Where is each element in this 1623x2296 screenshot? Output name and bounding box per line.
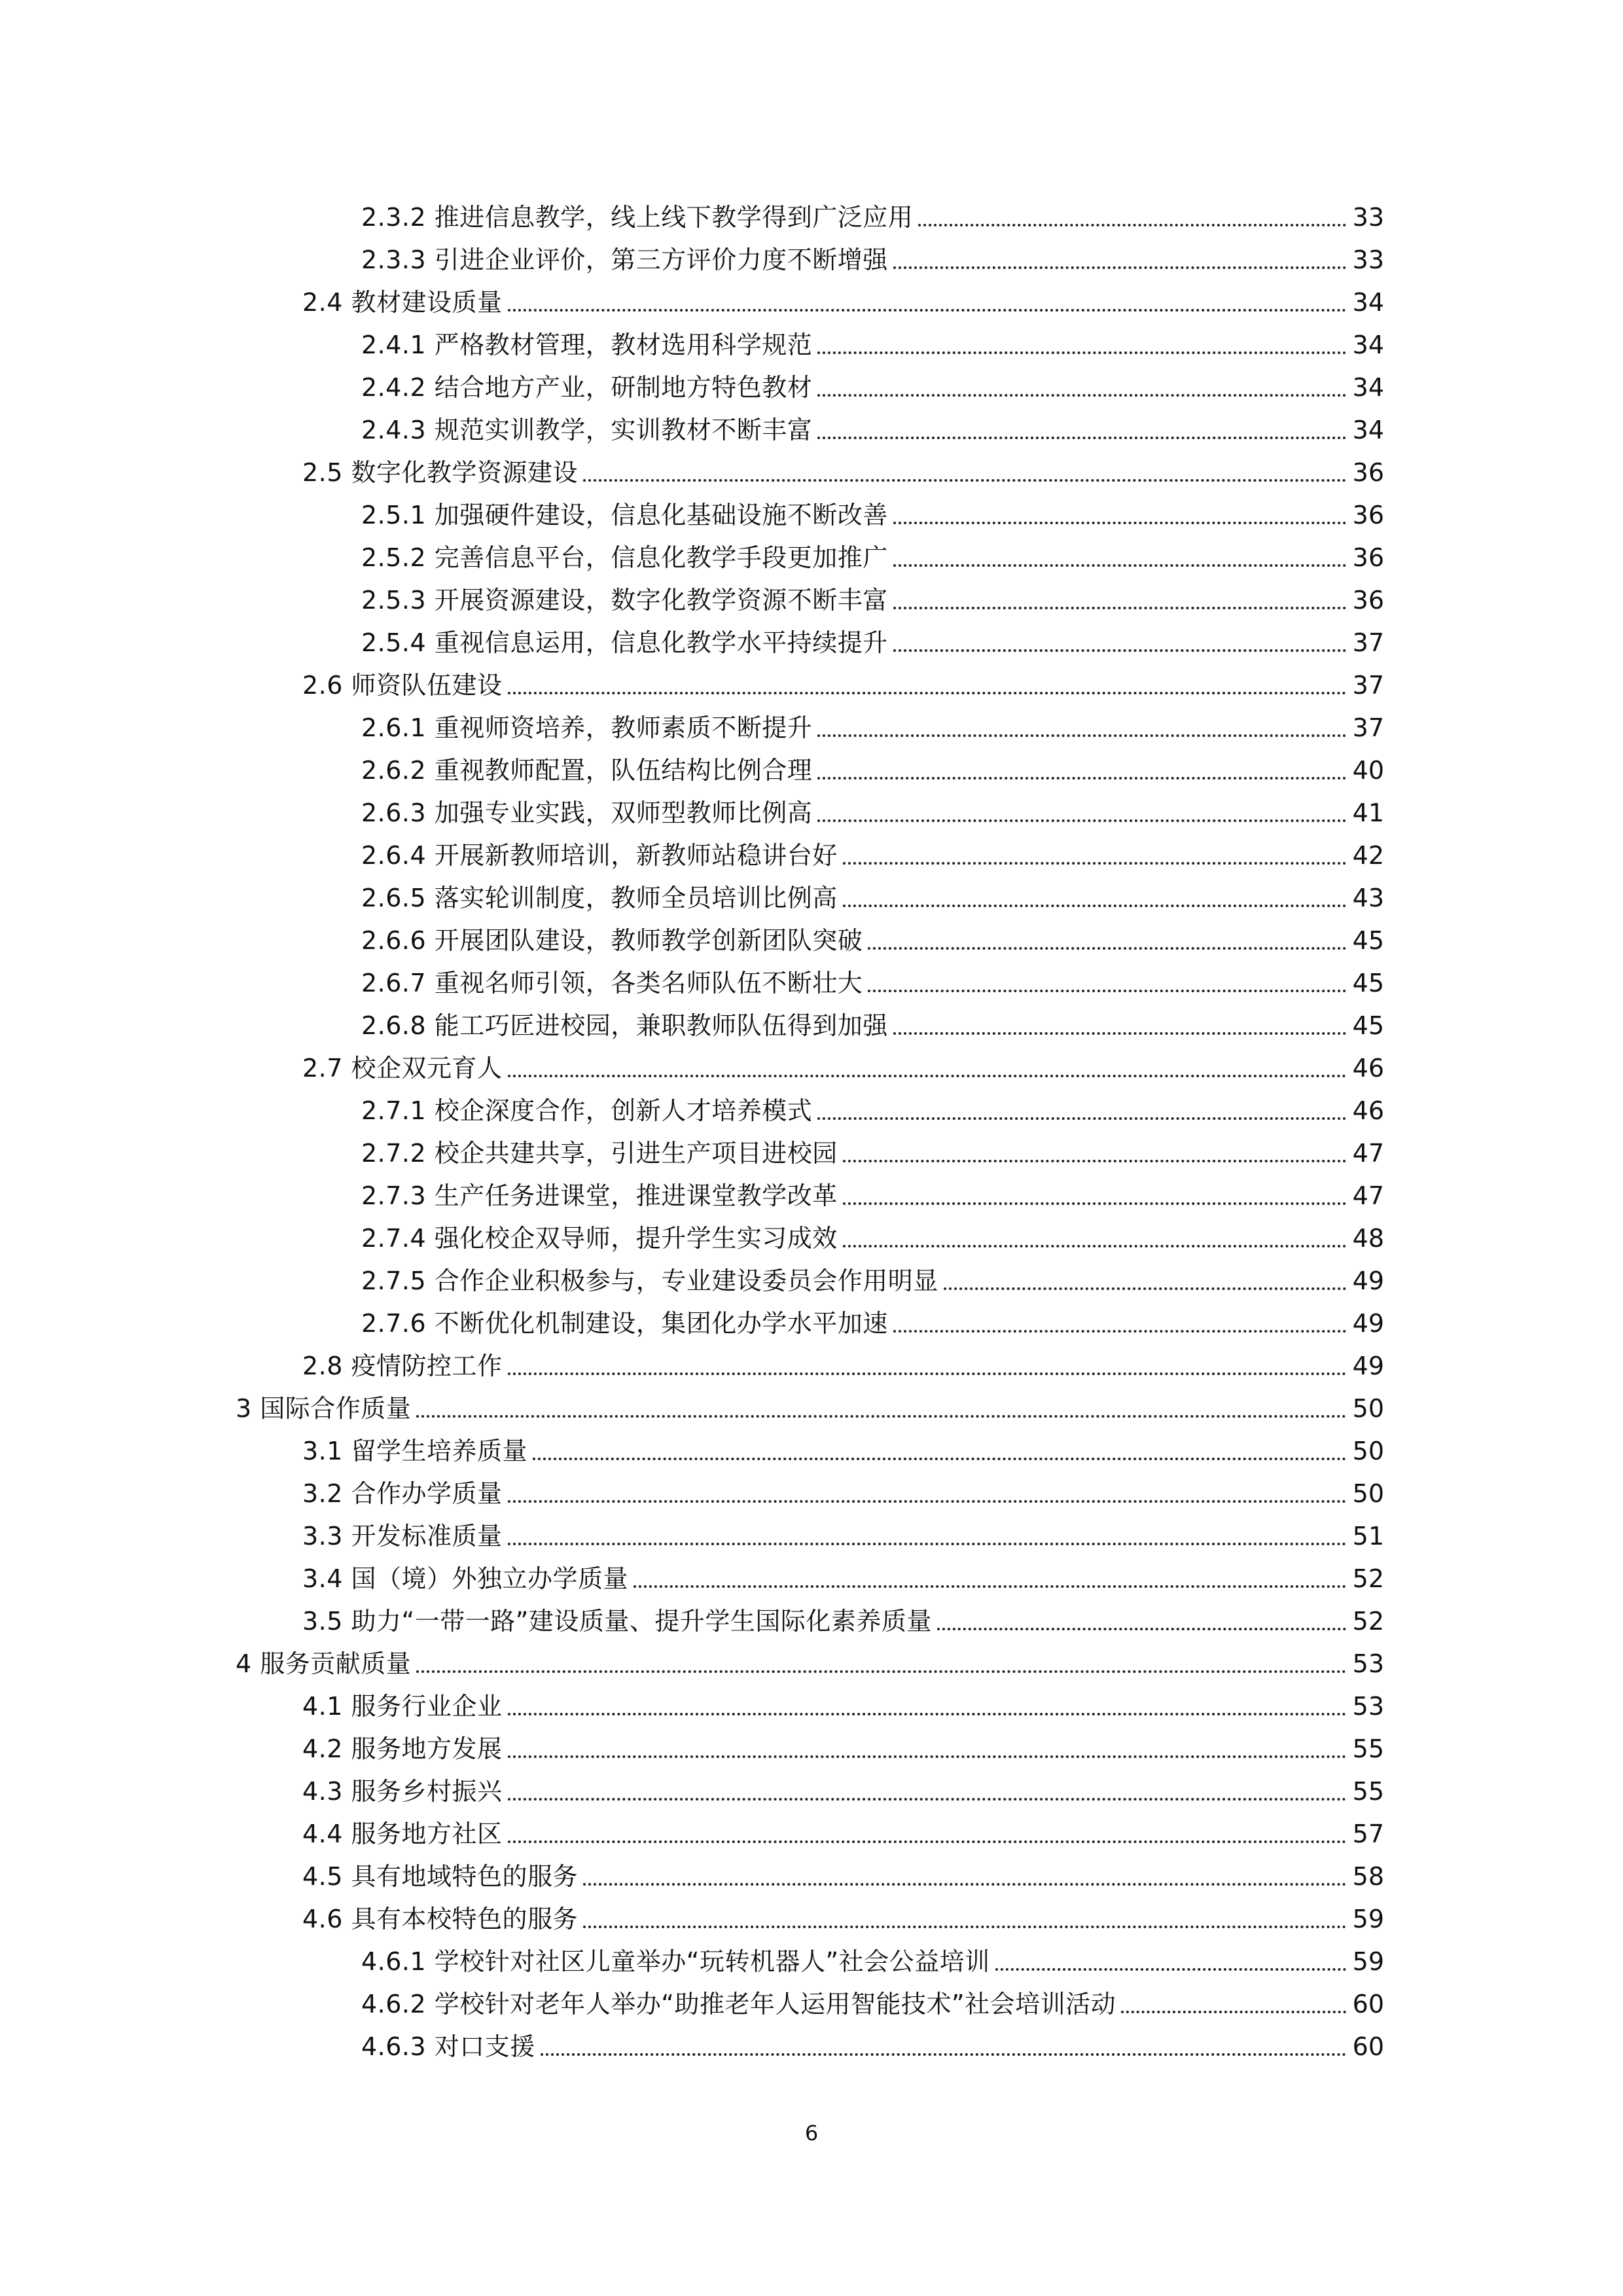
toc-entry[interactable]	[236, 834, 1384, 877]
toc-entry[interactable]	[236, 664, 1384, 707]
toc-entry[interactable]	[236, 1430, 1384, 1473]
dot-leader	[508, 309, 1346, 312]
dot-leader	[508, 1840, 1346, 1843]
toc-entry-title: 4.6 具有本校特色的服务	[302, 1905, 579, 1933]
toc-entry-page: 36	[1352, 501, 1384, 529]
toc-entry-page: 36	[1352, 586, 1384, 615]
toc-entry[interactable]	[236, 579, 1384, 622]
toc-entry-page: 45	[1352, 969, 1384, 997]
toc-entry-page: 37	[1352, 713, 1384, 742]
toc-entry[interactable]	[236, 1558, 1384, 1600]
toc-entry[interactable]	[236, 1983, 1384, 2026]
toc-entry-title: 2.5.4 重视信息运用，信息化教学水平持续提升	[361, 628, 888, 657]
toc-entry[interactable]	[236, 494, 1384, 537]
toc-entry[interactable]	[236, 324, 1384, 367]
toc-entry-page: 33	[1352, 203, 1384, 232]
toc-entry-title: 3.4 国（境）外独立办学质量	[302, 1564, 629, 1593]
toc-entry-page: 43	[1352, 884, 1384, 912]
toc-entry-page: 36	[1352, 458, 1384, 487]
dot-leader	[817, 437, 1346, 439]
toc-entry[interactable]	[236, 1090, 1384, 1132]
toc-entry[interactable]	[236, 1005, 1384, 1047]
toc-entry-title: 2.4 教材建设质量	[302, 288, 503, 317]
toc-entry[interactable]	[236, 196, 1384, 239]
dot-leader	[843, 1245, 1346, 1247]
toc-entry-title: 2.7.3 生产任务进课堂，推进课堂教学改革	[361, 1181, 838, 1210]
toc-entry[interactable]	[236, 1770, 1384, 1813]
toc-entry-title: 4.6.1 学校针对社区儿童举办“玩转机器人”社会公益培训	[361, 1947, 990, 1976]
toc-entry-page: 49	[1352, 1309, 1384, 1338]
toc-entry[interactable]	[236, 920, 1384, 962]
toc-entry-title: 2.5.1 加强硬件建设，信息化基础设施不断改善	[361, 501, 888, 529]
dot-leader	[533, 1458, 1346, 1460]
dot-leader	[937, 1628, 1346, 1630]
toc-entry-title: 2.4.1 严格教材管理，教材选用科学规范	[361, 331, 813, 359]
toc-entry-title: 3 国际合作质量	[236, 1394, 412, 1423]
dot-leader	[843, 1160, 1346, 1162]
toc-entry[interactable]	[236, 1685, 1384, 1728]
toc-entry-page: 37	[1352, 628, 1384, 657]
toc-entry-page: 52	[1352, 1564, 1384, 1593]
toc-entry-title: 2.3.3 引进企业评价，第三方评价力度不断增强	[361, 245, 888, 274]
dot-leader	[583, 1926, 1346, 1928]
toc-entry-page: 41	[1352, 798, 1384, 827]
toc-entry-title: 4 服务贡献质量	[236, 1649, 412, 1678]
toc-entry-title: 3.1 留学生培养质量	[302, 1437, 528, 1465]
dot-leader	[893, 1330, 1346, 1333]
toc-entry-title: 2.7.2 校企共建共享，引进生产项目进校园	[361, 1139, 838, 1168]
toc-entry[interactable]	[236, 239, 1384, 281]
toc-entry[interactable]	[236, 707, 1384, 749]
dot-leader	[944, 1287, 1346, 1290]
toc-entry-title: 2.7.6 不断优化机制建设，集团化办学水平加速	[361, 1309, 888, 1338]
toc-entry[interactable]	[236, 1260, 1384, 1302]
dot-leader	[893, 564, 1346, 567]
toc-entry-title: 2.7.5 合作企业积极参与，专业建设委员会作用明显	[361, 1266, 938, 1295]
toc-entry-title: 2.5.3 开展资源建设，数字化教学资源不断丰富	[361, 586, 888, 615]
toc-entry-title: 4.1 服务行业企业	[302, 1692, 503, 1721]
table-of-contents	[236, 196, 1384, 2068]
dot-leader	[893, 607, 1346, 609]
toc-entry[interactable]	[236, 1175, 1384, 1217]
toc-entry-title: 2.6.4 开展新教师培训，新教师站稳讲台好	[361, 841, 838, 870]
toc-entry-page: 46	[1352, 1054, 1384, 1083]
toc-entry[interactable]	[236, 877, 1384, 920]
dot-leader	[508, 1543, 1346, 1545]
toc-entry[interactable]	[236, 1345, 1384, 1388]
dot-leader	[817, 777, 1346, 780]
toc-entry-title: 2.6.8 能工巧匠进校园，兼职教师队伍得到加强	[361, 1011, 888, 1040]
dot-leader	[508, 1798, 1346, 1801]
toc-entry-title: 4.2 服务地方发展	[302, 1734, 503, 1763]
dot-leader	[817, 351, 1346, 354]
toc-entry-title: 2.7 校企双元育人	[302, 1054, 503, 1083]
dot-leader	[893, 522, 1346, 524]
toc-entry-page: 57	[1352, 1820, 1384, 1848]
toc-entry[interactable]	[236, 1728, 1384, 1770]
dot-leader	[633, 1585, 1346, 1588]
dot-leader	[508, 1755, 1346, 1758]
toc-entry-title: 4.3 服务乡村振兴	[302, 1777, 503, 1806]
toc-entry-title: 4.5 具有地域特色的服务	[302, 1862, 579, 1891]
toc-entry-title: 2.4.3 规范实训教学，实训教材不断丰富	[361, 416, 813, 444]
toc-entry-page: 49	[1352, 1352, 1384, 1380]
toc-entry-page: 50	[1352, 1394, 1384, 1423]
toc-entry[interactable]	[236, 792, 1384, 834]
toc-entry-title: 2.6.6 开展团队建设，教师教学创新团队突破	[361, 926, 863, 955]
dot-leader	[416, 1415, 1346, 1418]
toc-entry-page: 33	[1352, 245, 1384, 274]
toc-entry[interactable]	[236, 622, 1384, 664]
toc-entry-title: 3.5 助力“一带一路”建设质量、提升学生国际化素养质量	[302, 1607, 932, 1636]
toc-entry-page: 45	[1352, 926, 1384, 955]
toc-entry-title: 2.5.2 完善信息平台，信息化教学手段更加推广	[361, 543, 888, 572]
toc-entry-page: 59	[1352, 1905, 1384, 1933]
toc-entry-page: 49	[1352, 1266, 1384, 1295]
toc-entry[interactable]	[236, 1302, 1384, 1345]
toc-entry-title: 2.6.3 加强专业实践，双师型教师比例高	[361, 798, 813, 827]
dot-leader	[817, 394, 1346, 397]
dot-leader	[893, 649, 1346, 652]
toc-entry[interactable]	[236, 962, 1384, 1005]
dot-leader	[843, 1202, 1346, 1205]
toc-entry[interactable]	[236, 1047, 1384, 1090]
dot-leader	[843, 905, 1346, 907]
toc-entry-title: 2.4.2 结合地方产业，研制地方特色教材	[361, 373, 813, 402]
toc-entry-page: 34	[1352, 416, 1384, 444]
toc-entry-title: 3.3 开发标准质量	[302, 1522, 503, 1551]
dot-leader	[508, 1713, 1346, 1715]
dot-leader	[817, 734, 1346, 737]
dot-leader	[1121, 2011, 1346, 2013]
dot-leader	[868, 990, 1346, 992]
toc-entry-title: 2.6.1 重视师资培养，教师素质不断提升	[361, 713, 813, 742]
dot-leader	[893, 1032, 1346, 1035]
toc-entry-title: 3.2 合作办学质量	[302, 1479, 503, 1508]
dot-leader	[508, 1372, 1346, 1375]
dot-leader	[893, 266, 1346, 269]
toc-entry-title: 2.6.2 重视教师配置，队伍结构比例合理	[361, 756, 813, 785]
toc-entry-title: 2.7.4 强化校企双导师，提升学生实习成效	[361, 1224, 838, 1253]
toc-entry-page: 58	[1352, 1862, 1384, 1891]
dot-leader	[868, 947, 1346, 950]
dot-leader	[541, 2053, 1346, 2056]
toc-entry-page: 34	[1352, 288, 1384, 317]
dot-leader	[583, 479, 1346, 482]
toc-entry[interactable]	[236, 1388, 1384, 1430]
dot-leader	[416, 1670, 1346, 1673]
toc-entry-page: 47	[1352, 1139, 1384, 1168]
toc-entry[interactable]	[236, 452, 1384, 494]
toc-entry-page: 46	[1352, 1096, 1384, 1125]
toc-entry-page: 52	[1352, 1607, 1384, 1636]
dot-leader	[817, 819, 1346, 822]
toc-entry-page: 53	[1352, 1692, 1384, 1721]
toc-entry[interactable]	[236, 2026, 1384, 2068]
toc-entry[interactable]	[236, 1473, 1384, 1515]
dot-leader	[843, 862, 1346, 865]
toc-entry-page: 37	[1352, 671, 1384, 700]
toc-entry[interactable]	[236, 1941, 1384, 1983]
toc-entry[interactable]	[236, 749, 1384, 792]
dot-leader	[508, 1500, 1346, 1503]
toc-entry-page: 34	[1352, 331, 1384, 359]
toc-entry-page: 60	[1352, 1990, 1384, 2018]
toc-entry-page: 53	[1352, 1649, 1384, 1678]
dot-leader	[995, 1968, 1346, 1971]
dot-leader	[508, 1075, 1346, 1077]
toc-entry[interactable]	[236, 409, 1384, 452]
toc-entry-title: 2.5 数字化教学资源建设	[302, 458, 579, 487]
toc-entry[interactable]	[236, 1856, 1384, 1898]
toc-entry[interactable]	[236, 1515, 1384, 1558]
toc-entry-page: 47	[1352, 1181, 1384, 1210]
toc-entry-title: 4.6.3 对口支援	[361, 2032, 535, 2061]
toc-entry-page: 45	[1352, 1011, 1384, 1040]
toc-entry[interactable]	[236, 1898, 1384, 1941]
toc-entry-page: 34	[1352, 373, 1384, 402]
toc-entry-page: 40	[1352, 756, 1384, 785]
toc-entry-title: 4.4 服务地方社区	[302, 1820, 503, 1848]
toc-entry-page: 51	[1352, 1522, 1384, 1551]
toc-entry[interactable]	[236, 1813, 1384, 1856]
toc-entry[interactable]	[236, 1643, 1384, 1685]
toc-entry-page: 60	[1352, 2032, 1384, 2061]
toc-entry[interactable]	[236, 537, 1384, 579]
toc-entry-title: 2.6.5 落实轮训制度，教师全员培训比例高	[361, 884, 838, 912]
toc-entry-title: 2.7.1 校企深度合作，创新人才培养模式	[361, 1096, 813, 1125]
dot-leader	[817, 1117, 1346, 1120]
toc-entry-page: 55	[1352, 1734, 1384, 1763]
toc-entry-page: 55	[1352, 1777, 1384, 1806]
toc-entry-title: 2.6.7 重视名师引领，各类名师队伍不断壮大	[361, 969, 863, 997]
toc-entry-page: 48	[1352, 1224, 1384, 1253]
toc-entry[interactable]	[236, 1600, 1384, 1643]
toc-entry[interactable]	[236, 1217, 1384, 1260]
page-number: 6	[804, 2121, 819, 2145]
dot-leader	[508, 692, 1346, 694]
toc-entry[interactable]	[236, 1132, 1384, 1175]
dot-leader	[918, 224, 1346, 226]
toc-entry-page: 50	[1352, 1437, 1384, 1465]
toc-entry-page: 59	[1352, 1947, 1384, 1976]
toc-entry-page: 50	[1352, 1479, 1384, 1508]
toc-entry-page: 36	[1352, 543, 1384, 572]
dot-leader	[583, 1883, 1346, 1886]
toc-entry-title: 2.3.2 推进信息教学，线上线下教学得到广泛应用	[361, 203, 914, 232]
toc-entry[interactable]	[236, 281, 1384, 324]
toc-entry-title: 2.6 师资队伍建设	[302, 671, 503, 700]
toc-entry-title: 4.6.2 学校针对老年人举办“助推老年人运用智能技术”社会培训活动	[361, 1990, 1116, 2018]
toc-entry[interactable]	[236, 367, 1384, 409]
toc-entry-page: 42	[1352, 841, 1384, 870]
toc-entry-title: 2.8 疫情防控工作	[302, 1352, 503, 1380]
